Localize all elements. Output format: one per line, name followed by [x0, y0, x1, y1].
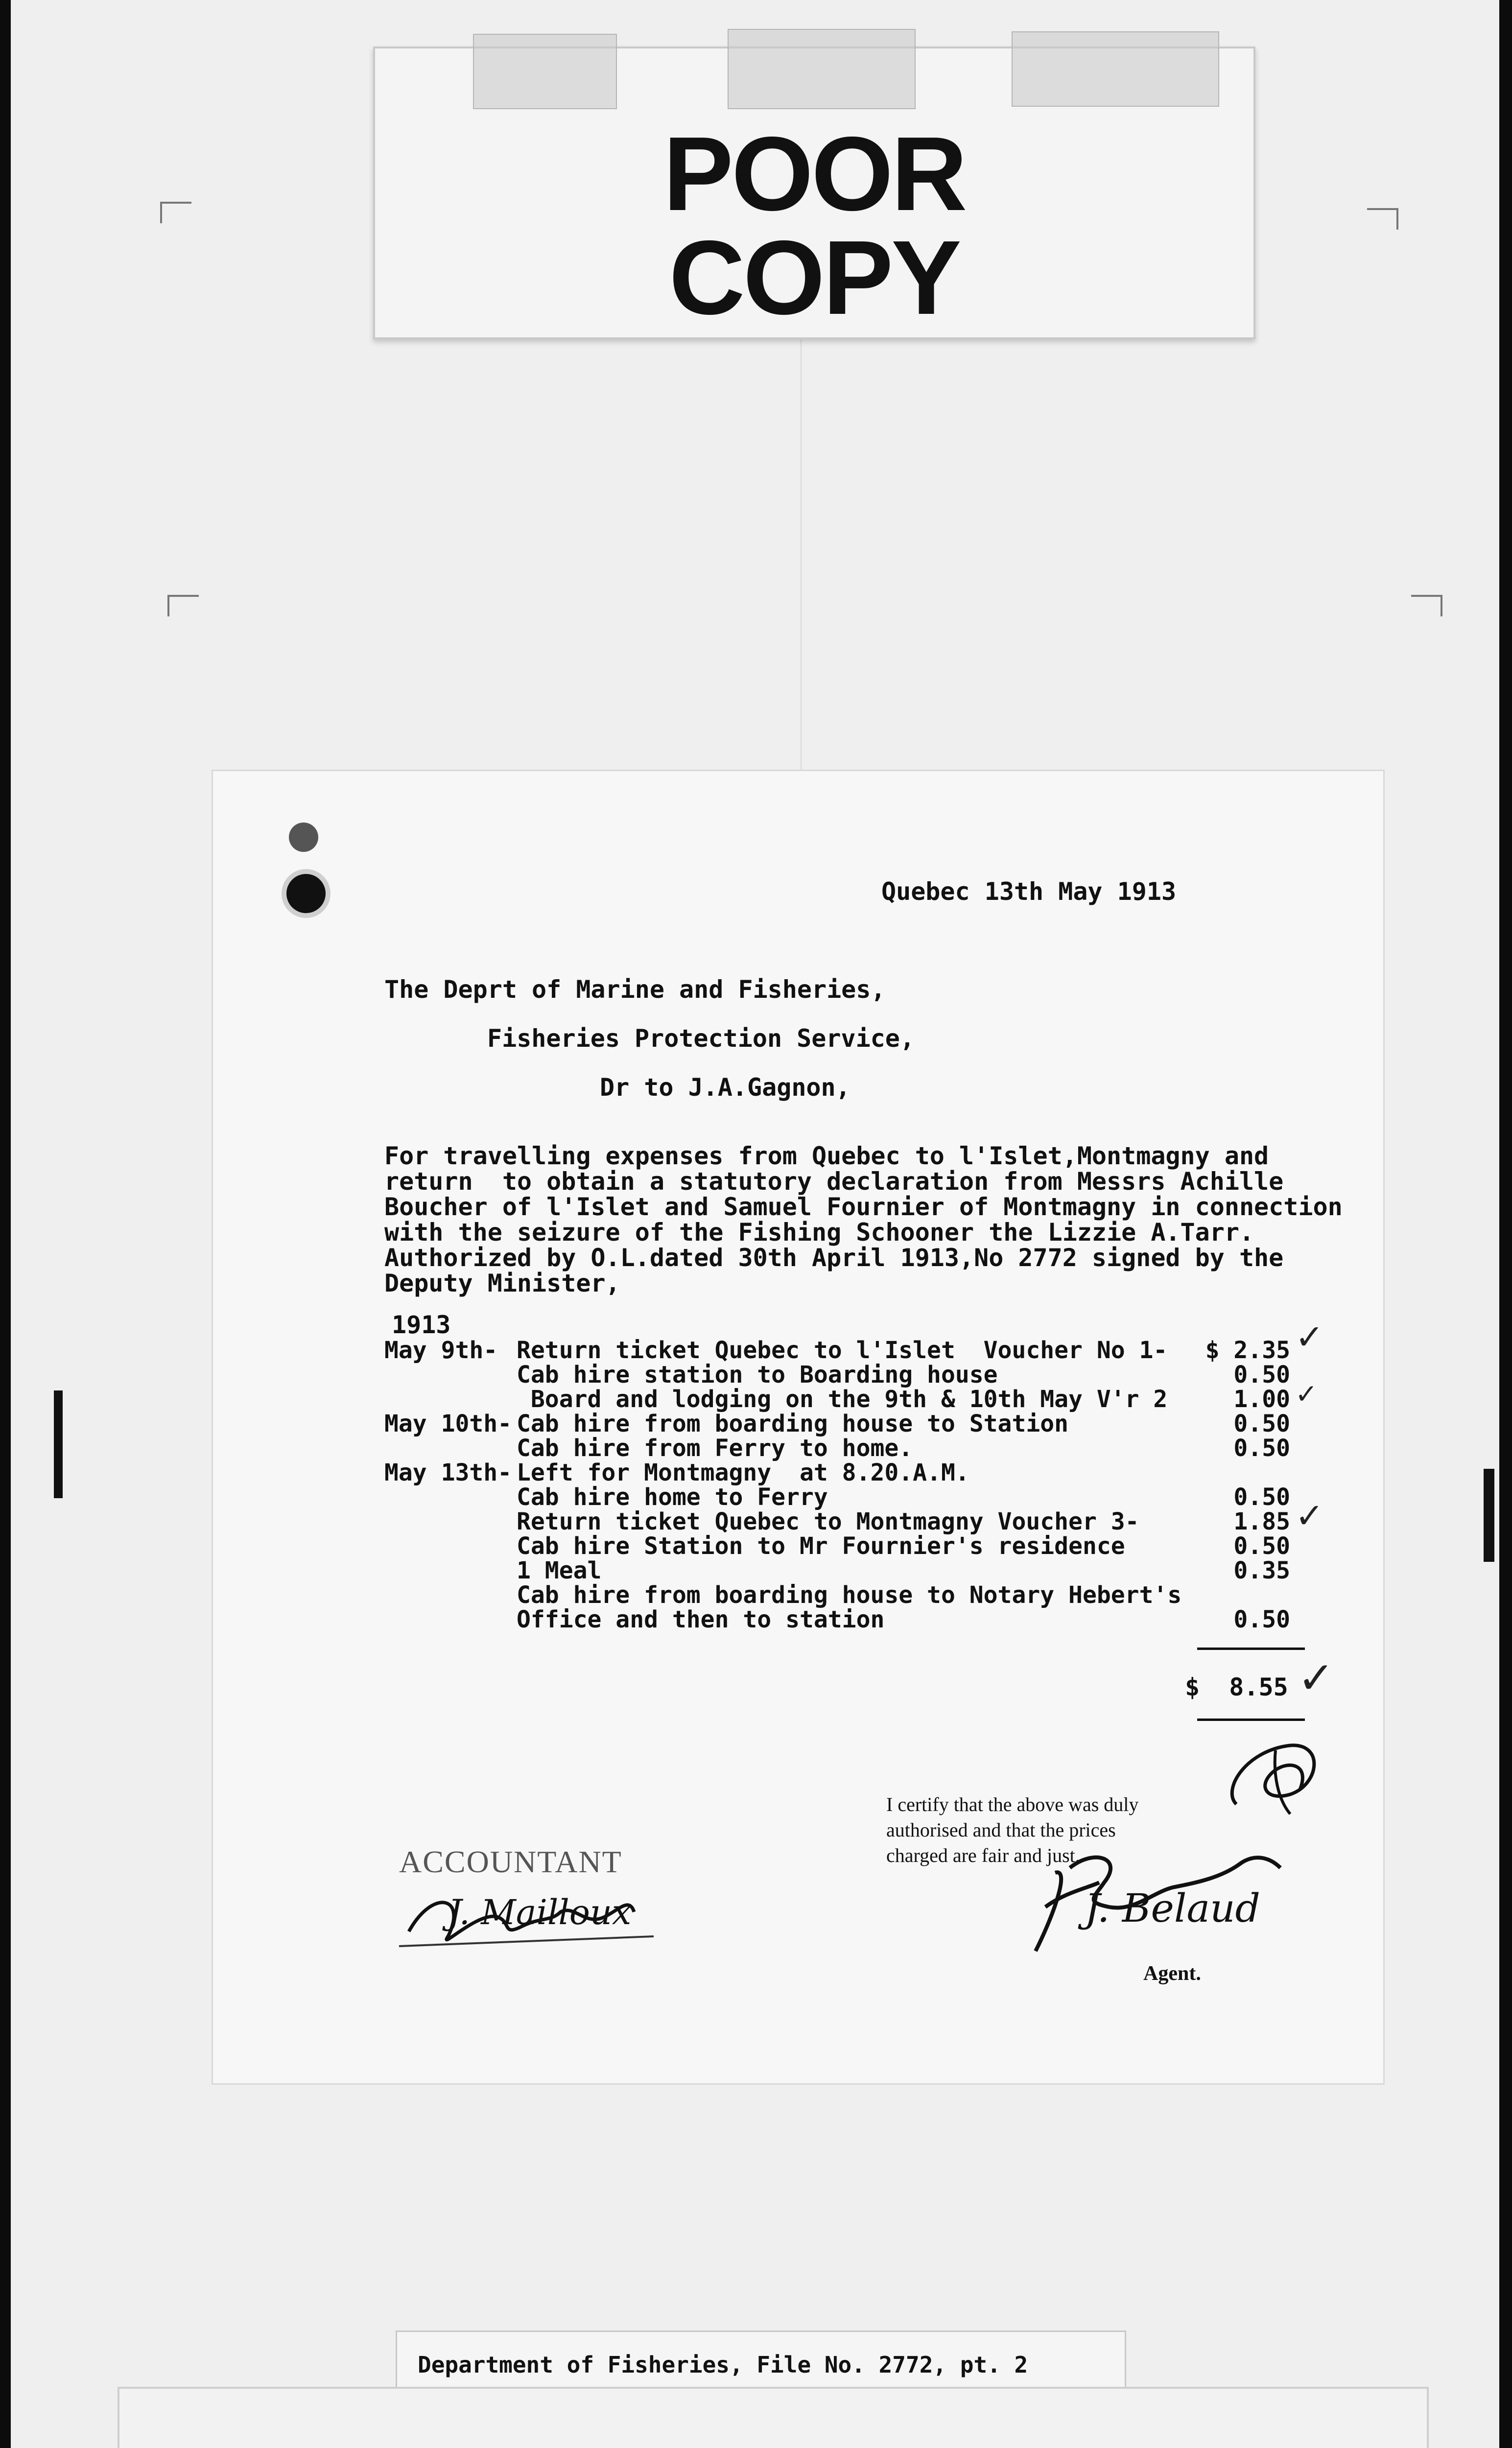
expense-item	[384, 1483, 1315, 1511]
item-description: Cab hire Station to Mr Fournier's residence	[517, 1532, 1125, 1560]
initials	[1217, 1731, 1329, 1829]
item-description: Cab hire from boarding house to Station	[517, 1410, 1069, 1437]
body-line: Boucher of l'Islet and Samuel Fournier of Montmagny in connection	[384, 1193, 1343, 1221]
punch-hole-shadow	[289, 823, 318, 852]
addressee-line: Fisheries Protection Service,	[487, 1024, 915, 1053]
tape-strip	[1012, 31, 1219, 107]
registration-mark	[160, 202, 191, 223]
total-rule-bottom	[1197, 1718, 1305, 1721]
item-amount: 1.00	[1233, 1386, 1290, 1413]
item-date: May 9th-	[384, 1337, 498, 1364]
certification-line: I certify that the above was duly	[886, 1793, 1139, 1815]
check-mark: ✓	[1295, 1378, 1318, 1410]
place-date: Quebec 13th May 1913	[881, 877, 1177, 906]
expense-item	[384, 1557, 1315, 1584]
certification-line: charged are fair and just.	[886, 1844, 1080, 1866]
expense-item	[384, 1606, 1315, 1633]
item-amount: 0.50	[1233, 1532, 1290, 1560]
tape-strip	[473, 34, 617, 109]
registration-mark	[1411, 595, 1442, 616]
item-description: Office and then to station	[517, 1606, 885, 1633]
item-amount: 0.50	[1233, 1410, 1290, 1437]
check-mark: ✓	[1295, 1496, 1324, 1536]
item-amount: 1.85	[1233, 1508, 1290, 1535]
total-rule-top	[1197, 1648, 1305, 1650]
body-line: For travelling expenses from Quebec to l'Islet,Montmagny and	[384, 1142, 1269, 1170]
expense-item	[384, 1532, 1315, 1560]
file-reference: Department of Fisheries, File No. 2772, pt. 2	[418, 2352, 1028, 2378]
item-description: Left for Montmagny at 8.20.A.M.	[517, 1459, 969, 1486]
film-edge-mark	[54, 1390, 63, 1498]
body-line: Deputy Minister,	[384, 1269, 620, 1297]
expense-item	[384, 1435, 1315, 1462]
addressee-line: The Deprt of Marine and Fisheries,	[384, 975, 886, 1004]
expense-item	[384, 1410, 1315, 1435]
agent-signature-text: J. Belaud	[1085, 1885, 1260, 1931]
item-description: Cab hire home to Ferry	[517, 1483, 828, 1511]
item-amount: $ 2.35	[1205, 1337, 1290, 1364]
item-date: May 13th-	[384, 1459, 512, 1486]
item-amount: 0.50	[1233, 1606, 1290, 1633]
item-amount: 0.50	[1233, 1361, 1290, 1389]
expense-item	[384, 1361, 1315, 1389]
expense-item	[384, 1459, 1315, 1486]
check-mark: ✓	[1298, 1652, 1335, 1704]
archives-label	[118, 2387, 1429, 2448]
item-description: Return ticket Quebec to Montmagny Voucher 3-	[517, 1508, 1139, 1535]
expense-item	[384, 1581, 1315, 1609]
tape-strip	[728, 29, 916, 109]
poor-copy-line2: COPY	[669, 218, 960, 336]
expense-item	[384, 1508, 1315, 1535]
poor-copy-label	[373, 47, 1255, 339]
item-amount: 0.35	[1233, 1557, 1290, 1584]
item-description: Return ticket Quebec to l'Islet Voucher No 1-	[517, 1337, 1168, 1364]
film-edge-mark	[1484, 1469, 1494, 1562]
item-description: Cab hire from boarding house to Notary Hebert's	[517, 1581, 1182, 1609]
expense-letter	[213, 771, 1383, 2083]
agent-label: Agent.	[1143, 1962, 1201, 1985]
certification-line: authorised and that the prices	[886, 1819, 1116, 1841]
body-line: Authorized by O.L.dated 30th April 1913,No 2772 signed by the	[384, 1244, 1284, 1272]
item-amount: 0.50	[1233, 1435, 1290, 1462]
poor-copy-text	[375, 115, 1253, 336]
file-reference-strip	[396, 2330, 1126, 2392]
item-amount: 0.50	[1233, 1483, 1290, 1511]
accountant-signature-text: J. Mailloux	[448, 1892, 632, 1932]
punch-hole	[282, 869, 331, 918]
item-description: Cab hire station to Boarding house	[517, 1361, 998, 1389]
accountant-signature	[389, 1878, 663, 1956]
addressee-line: Dr to J.A.Gagnon,	[600, 1073, 850, 1102]
body-line: with the seizure of the Fishing Schooner the Lizzie A.Tarr.	[384, 1218, 1254, 1247]
body-line: return to obtain a statutory declaration from Messrs Achille	[384, 1167, 1284, 1196]
check-mark: ✓	[1295, 1317, 1324, 1357]
item-description: Board and lodging on the 9th & 10th May V'r 2	[517, 1386, 1168, 1413]
accountant-label: ACCOUNTANT	[399, 1844, 622, 1879]
registration-mark	[167, 595, 199, 616]
agent-signature	[1026, 1838, 1310, 1961]
poor-copy-line1: POOR	[663, 115, 966, 233]
total-amount: $ 8.55	[1185, 1673, 1288, 1701]
expense-item	[384, 1337, 1315, 1364]
fold-line	[800, 338, 802, 837]
item-description: 1 Meal	[517, 1557, 602, 1584]
item-date: May 10th-	[384, 1410, 512, 1437]
registration-mark	[1367, 208, 1398, 230]
expense-item	[384, 1386, 1315, 1413]
item-description: Cab hire from Ferry to home.	[517, 1435, 913, 1462]
year-label: 1913	[392, 1311, 451, 1339]
